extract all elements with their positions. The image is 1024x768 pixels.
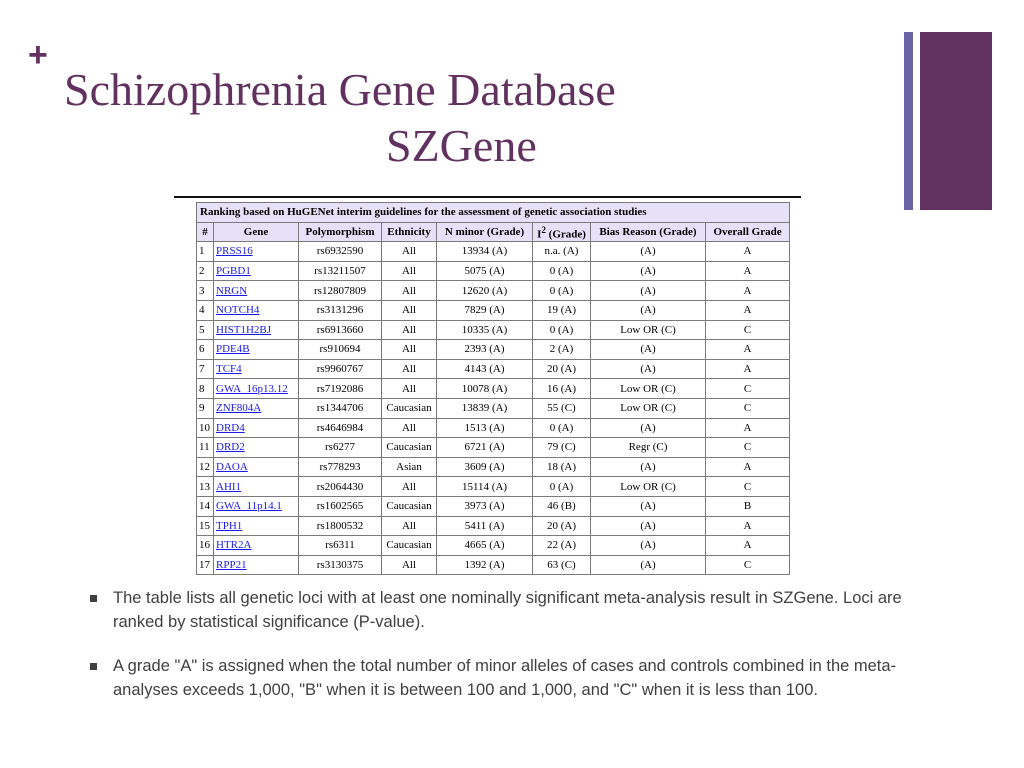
n-minor-cell: 4665 (A) bbox=[437, 536, 533, 556]
gene-cell bbox=[214, 496, 299, 516]
ethnicity-cell: All bbox=[382, 340, 437, 360]
rank-cell: 4 bbox=[197, 300, 214, 320]
i2-cell: 20 (A) bbox=[533, 359, 591, 379]
rank-cell: 12 bbox=[197, 457, 214, 477]
gene-link[interactable]: RPP21 bbox=[216, 558, 247, 571]
ethnicity-cell: All bbox=[382, 261, 437, 281]
ethnicity-cell: All bbox=[382, 516, 437, 536]
rank-cell: 1 bbox=[197, 242, 214, 262]
n-minor-cell: 15114 (A) bbox=[437, 477, 533, 497]
col-header-n-minor: N minor (Grade) bbox=[437, 222, 533, 242]
n-minor-cell: 10078 (A) bbox=[437, 379, 533, 399]
ethnicity-cell: All bbox=[382, 359, 437, 379]
ethnicity-cell: All bbox=[382, 242, 437, 262]
table-row bbox=[197, 379, 790, 399]
i2-cell: 20 (A) bbox=[533, 516, 591, 536]
overall-grade-cell: C bbox=[706, 398, 790, 418]
col-header-rank: # bbox=[197, 222, 214, 242]
bias-cell: Low OR (C) bbox=[591, 398, 706, 418]
gene-link[interactable]: PDE4B bbox=[216, 343, 250, 356]
table-row bbox=[197, 516, 790, 536]
gene-cell bbox=[214, 379, 299, 399]
rank-cell: 8 bbox=[197, 379, 214, 399]
n-minor-cell: 13934 (A) bbox=[437, 242, 533, 262]
polymorphism-cell: rs910694 bbox=[299, 340, 382, 360]
polymorphism-cell: rs13211507 bbox=[299, 261, 382, 281]
n-minor-cell: 2393 (A) bbox=[437, 340, 533, 360]
i2-cell: n.a. (A) bbox=[533, 242, 591, 262]
table-row bbox=[197, 281, 790, 301]
n-minor-cell: 1513 (A) bbox=[437, 418, 533, 438]
polymorphism-cell: rs3131296 bbox=[299, 300, 382, 320]
gene-cell bbox=[214, 516, 299, 536]
ethnicity-cell: All bbox=[382, 555, 437, 575]
bias-cell: (A) bbox=[591, 340, 706, 360]
gene-cell bbox=[214, 398, 299, 418]
ethnicity-cell: All bbox=[382, 320, 437, 340]
table-body bbox=[197, 242, 790, 575]
title-line-2: SZGene bbox=[386, 120, 537, 171]
bias-cell: Low OR (C) bbox=[591, 477, 706, 497]
ethnicity-cell: Asian bbox=[382, 457, 437, 477]
polymorphism-cell: rs6311 bbox=[299, 536, 382, 556]
overall-grade-cell: A bbox=[706, 418, 790, 438]
overall-grade-cell: A bbox=[706, 300, 790, 320]
rank-cell: 16 bbox=[197, 536, 214, 556]
gene-cell bbox=[214, 242, 299, 262]
gene-cell bbox=[214, 281, 299, 301]
n-minor-cell: 13839 (A) bbox=[437, 398, 533, 418]
gene-link[interactable]: HTR2A bbox=[216, 539, 252, 552]
polymorphism-cell: rs9960767 bbox=[299, 359, 382, 379]
bullet-item bbox=[88, 586, 918, 634]
bias-cell: (A) bbox=[591, 261, 706, 281]
square-bullet-icon bbox=[90, 663, 97, 670]
n-minor-cell: 10335 (A) bbox=[437, 320, 533, 340]
i2-cell: 0 (A) bbox=[533, 261, 591, 281]
n-minor-cell: 12620 (A) bbox=[437, 281, 533, 301]
col-header-polymorphism: Polymorphism bbox=[299, 222, 382, 242]
i2-cell: 0 (A) bbox=[533, 477, 591, 497]
gene-link[interactable]: NOTCH4 bbox=[216, 304, 260, 317]
polymorphism-cell: rs6277 bbox=[299, 438, 382, 458]
rank-cell: 6 bbox=[197, 340, 214, 360]
gene-cell bbox=[214, 359, 299, 379]
table-row bbox=[197, 536, 790, 556]
table-header-row bbox=[197, 222, 790, 242]
gene-link[interactable]: ZNF804A bbox=[216, 402, 262, 415]
table-row bbox=[197, 555, 790, 575]
table-row bbox=[197, 320, 790, 340]
overall-grade-cell: A bbox=[706, 340, 790, 360]
i2-cell: 22 (A) bbox=[533, 536, 591, 556]
bias-cell: (A) bbox=[591, 496, 706, 516]
gene-cell bbox=[214, 477, 299, 497]
rank-cell: 14 bbox=[197, 496, 214, 516]
polymorphism-cell: rs4646984 bbox=[299, 418, 382, 438]
i2-cell: 18 (A) bbox=[533, 457, 591, 477]
ethnicity-cell: All bbox=[382, 281, 437, 301]
gene-cell bbox=[214, 555, 299, 575]
gene-link[interactable]: DRD2 bbox=[216, 441, 245, 454]
n-minor-cell: 5075 (A) bbox=[437, 261, 533, 281]
rank-cell: 15 bbox=[197, 516, 214, 536]
overall-grade-cell: C bbox=[706, 320, 790, 340]
n-minor-cell: 3973 (A) bbox=[437, 496, 533, 516]
bias-cell: (A) bbox=[591, 281, 706, 301]
decorative-bar-thin bbox=[904, 32, 913, 210]
i2-cell: 19 (A) bbox=[533, 300, 591, 320]
n-minor-cell: 3609 (A) bbox=[437, 457, 533, 477]
gene-link[interactable]: GWA_16p13.12 bbox=[216, 382, 288, 395]
overall-grade-cell: A bbox=[706, 536, 790, 556]
overall-grade-cell: C bbox=[706, 379, 790, 399]
ethnicity-cell: All bbox=[382, 477, 437, 497]
bias-cell: (A) bbox=[591, 516, 706, 536]
rank-cell: 9 bbox=[197, 398, 214, 418]
bias-cell: Low OR (C) bbox=[591, 320, 706, 340]
polymorphism-cell: rs6932590 bbox=[299, 242, 382, 262]
gene-link[interactable]: TPH1 bbox=[216, 519, 243, 532]
gene-link[interactable]: GWA_11p14.1 bbox=[216, 500, 282, 513]
table-top-rule bbox=[174, 196, 801, 198]
i2-superscript: 2 bbox=[541, 224, 546, 235]
bias-cell: Low OR (C) bbox=[591, 379, 706, 399]
ethnicity-cell: All bbox=[382, 379, 437, 399]
table-image bbox=[196, 202, 790, 579]
overall-grade-cell: A bbox=[706, 516, 790, 536]
plus-icon: + bbox=[28, 36, 48, 74]
col-header-i2 bbox=[533, 222, 591, 242]
bias-cell: (A) bbox=[591, 418, 706, 438]
overall-grade-cell: C bbox=[706, 555, 790, 575]
i2-cell: 63 (C) bbox=[533, 555, 591, 575]
overall-grade-cell: A bbox=[706, 359, 790, 379]
n-minor-cell: 4143 (A) bbox=[437, 359, 533, 379]
bias-cell: (A) bbox=[591, 555, 706, 575]
table-row bbox=[197, 242, 790, 262]
polymorphism-cell: rs1602565 bbox=[299, 496, 382, 516]
n-minor-cell: 7829 (A) bbox=[437, 300, 533, 320]
gene-link[interactable]: HIST1H2BJ bbox=[216, 323, 272, 336]
i2-grade: (Grade) bbox=[545, 228, 586, 241]
table-row bbox=[197, 457, 790, 477]
ethnicity-cell: Caucasian bbox=[382, 438, 437, 458]
table-row bbox=[197, 438, 790, 458]
gene-cell bbox=[214, 261, 299, 281]
polymorphism-cell: rs2064430 bbox=[299, 477, 382, 497]
polymorphism-cell: rs778293 bbox=[299, 457, 382, 477]
bias-cell: (A) bbox=[591, 242, 706, 262]
rank-cell: 5 bbox=[197, 320, 214, 340]
square-bullet-icon bbox=[90, 595, 97, 602]
bullet-list bbox=[88, 586, 918, 722]
overall-grade-cell: A bbox=[706, 242, 790, 262]
polymorphism-cell: rs7192086 bbox=[299, 379, 382, 399]
title-line-1: Schizophrenia Gene Database bbox=[64, 64, 616, 115]
overall-grade-cell: C bbox=[706, 438, 790, 458]
i2-cell: 16 (A) bbox=[533, 379, 591, 399]
polymorphism-cell: rs1344706 bbox=[299, 398, 382, 418]
table-row bbox=[197, 300, 790, 320]
table-row bbox=[197, 359, 790, 379]
gene-link[interactable]: AHI1 bbox=[216, 480, 242, 493]
table-row bbox=[197, 340, 790, 360]
rank-cell: 10 bbox=[197, 418, 214, 438]
n-minor-cell: 5411 (A) bbox=[437, 516, 533, 536]
gene-cell bbox=[214, 340, 299, 360]
gene-cell bbox=[214, 320, 299, 340]
ethnicity-cell: Caucasian bbox=[382, 496, 437, 516]
gene-link[interactable]: DAOA bbox=[216, 461, 248, 474]
table-caption-row bbox=[197, 203, 790, 223]
col-header-ethnicity: Ethnicity bbox=[382, 222, 437, 242]
bias-cell: (A) bbox=[591, 536, 706, 556]
i2-cell: 46 (B) bbox=[533, 496, 591, 516]
gene-cell bbox=[214, 457, 299, 477]
table-caption: Ranking based on HuGENet interim guidelines for the assessment of genetic association studies bbox=[197, 203, 790, 223]
ethnicity-cell: Caucasian bbox=[382, 398, 437, 418]
gene-link[interactable]: DRD4 bbox=[216, 421, 245, 434]
gene-cell bbox=[214, 300, 299, 320]
bias-cell: (A) bbox=[591, 300, 706, 320]
gene-cell bbox=[214, 418, 299, 438]
i2-cell: 0 (A) bbox=[533, 281, 591, 301]
col-header-overall: Overall Grade bbox=[706, 222, 790, 242]
col-header-gene: Gene bbox=[214, 222, 299, 242]
overall-grade-cell: B bbox=[706, 496, 790, 516]
polymorphism-cell: rs6913660 bbox=[299, 320, 382, 340]
decorative-bar-thick bbox=[920, 32, 992, 210]
ethnicity-cell: Caucasian bbox=[382, 536, 437, 556]
szgene-table bbox=[196, 202, 790, 575]
bullet-item bbox=[88, 654, 918, 702]
overall-grade-cell: C bbox=[706, 477, 790, 497]
gene-link[interactable]: PGBD1 bbox=[216, 265, 251, 278]
bias-cell: Regr (C) bbox=[591, 438, 706, 458]
rank-cell: 13 bbox=[197, 477, 214, 497]
slide-title bbox=[64, 62, 904, 174]
polymorphism-cell: rs12807809 bbox=[299, 281, 382, 301]
table-row bbox=[197, 398, 790, 418]
polymorphism-cell: rs3130375 bbox=[299, 555, 382, 575]
i2-cell: 2 (A) bbox=[533, 340, 591, 360]
table-row bbox=[197, 418, 790, 438]
col-header-bias: Bias Reason (Grade) bbox=[591, 222, 706, 242]
rank-cell: 3 bbox=[197, 281, 214, 301]
overall-grade-cell: A bbox=[706, 457, 790, 477]
n-minor-cell: 1392 (A) bbox=[437, 555, 533, 575]
bias-cell: (A) bbox=[591, 457, 706, 477]
ethnicity-cell: All bbox=[382, 418, 437, 438]
gene-link[interactable]: PRSS16 bbox=[216, 245, 253, 258]
table-row bbox=[197, 496, 790, 516]
bullet-text: A grade "A" is assigned when the total number of minor alleles of cases and controls combined in the meta-analyses exceeds 1,000, "B" when it is between 100 and 1,000, and "C" when it is less than 100. bbox=[113, 657, 897, 699]
i2-cell: 0 (A) bbox=[533, 418, 591, 438]
gene-cell bbox=[214, 438, 299, 458]
overall-grade-cell: A bbox=[706, 261, 790, 281]
n-minor-cell: 6721 (A) bbox=[437, 438, 533, 458]
rank-cell: 17 bbox=[197, 555, 214, 575]
gene-link[interactable]: TCF4 bbox=[216, 363, 242, 376]
i2-cell: 55 (C) bbox=[533, 398, 591, 418]
rank-cell: 2 bbox=[197, 261, 214, 281]
rank-cell: 11 bbox=[197, 438, 214, 458]
gene-cell bbox=[214, 536, 299, 556]
table-row bbox=[197, 261, 790, 281]
polymorphism-cell: rs1800532 bbox=[299, 516, 382, 536]
gene-link[interactable]: NRGN bbox=[216, 284, 248, 297]
rank-cell: 7 bbox=[197, 359, 214, 379]
bullet-text: The table lists all genetic loci with at least one nominally significant meta-analysis result in SZGene. Loci are ranked by statistical significance (P-value). bbox=[113, 589, 902, 631]
i2-letter: I bbox=[537, 228, 542, 241]
overall-grade-cell: A bbox=[706, 281, 790, 301]
i2-cell: 79 (C) bbox=[533, 438, 591, 458]
ethnicity-cell: All bbox=[382, 300, 437, 320]
i2-cell: 0 (A) bbox=[533, 320, 591, 340]
table-row bbox=[197, 477, 790, 497]
bias-cell: (A) bbox=[591, 359, 706, 379]
